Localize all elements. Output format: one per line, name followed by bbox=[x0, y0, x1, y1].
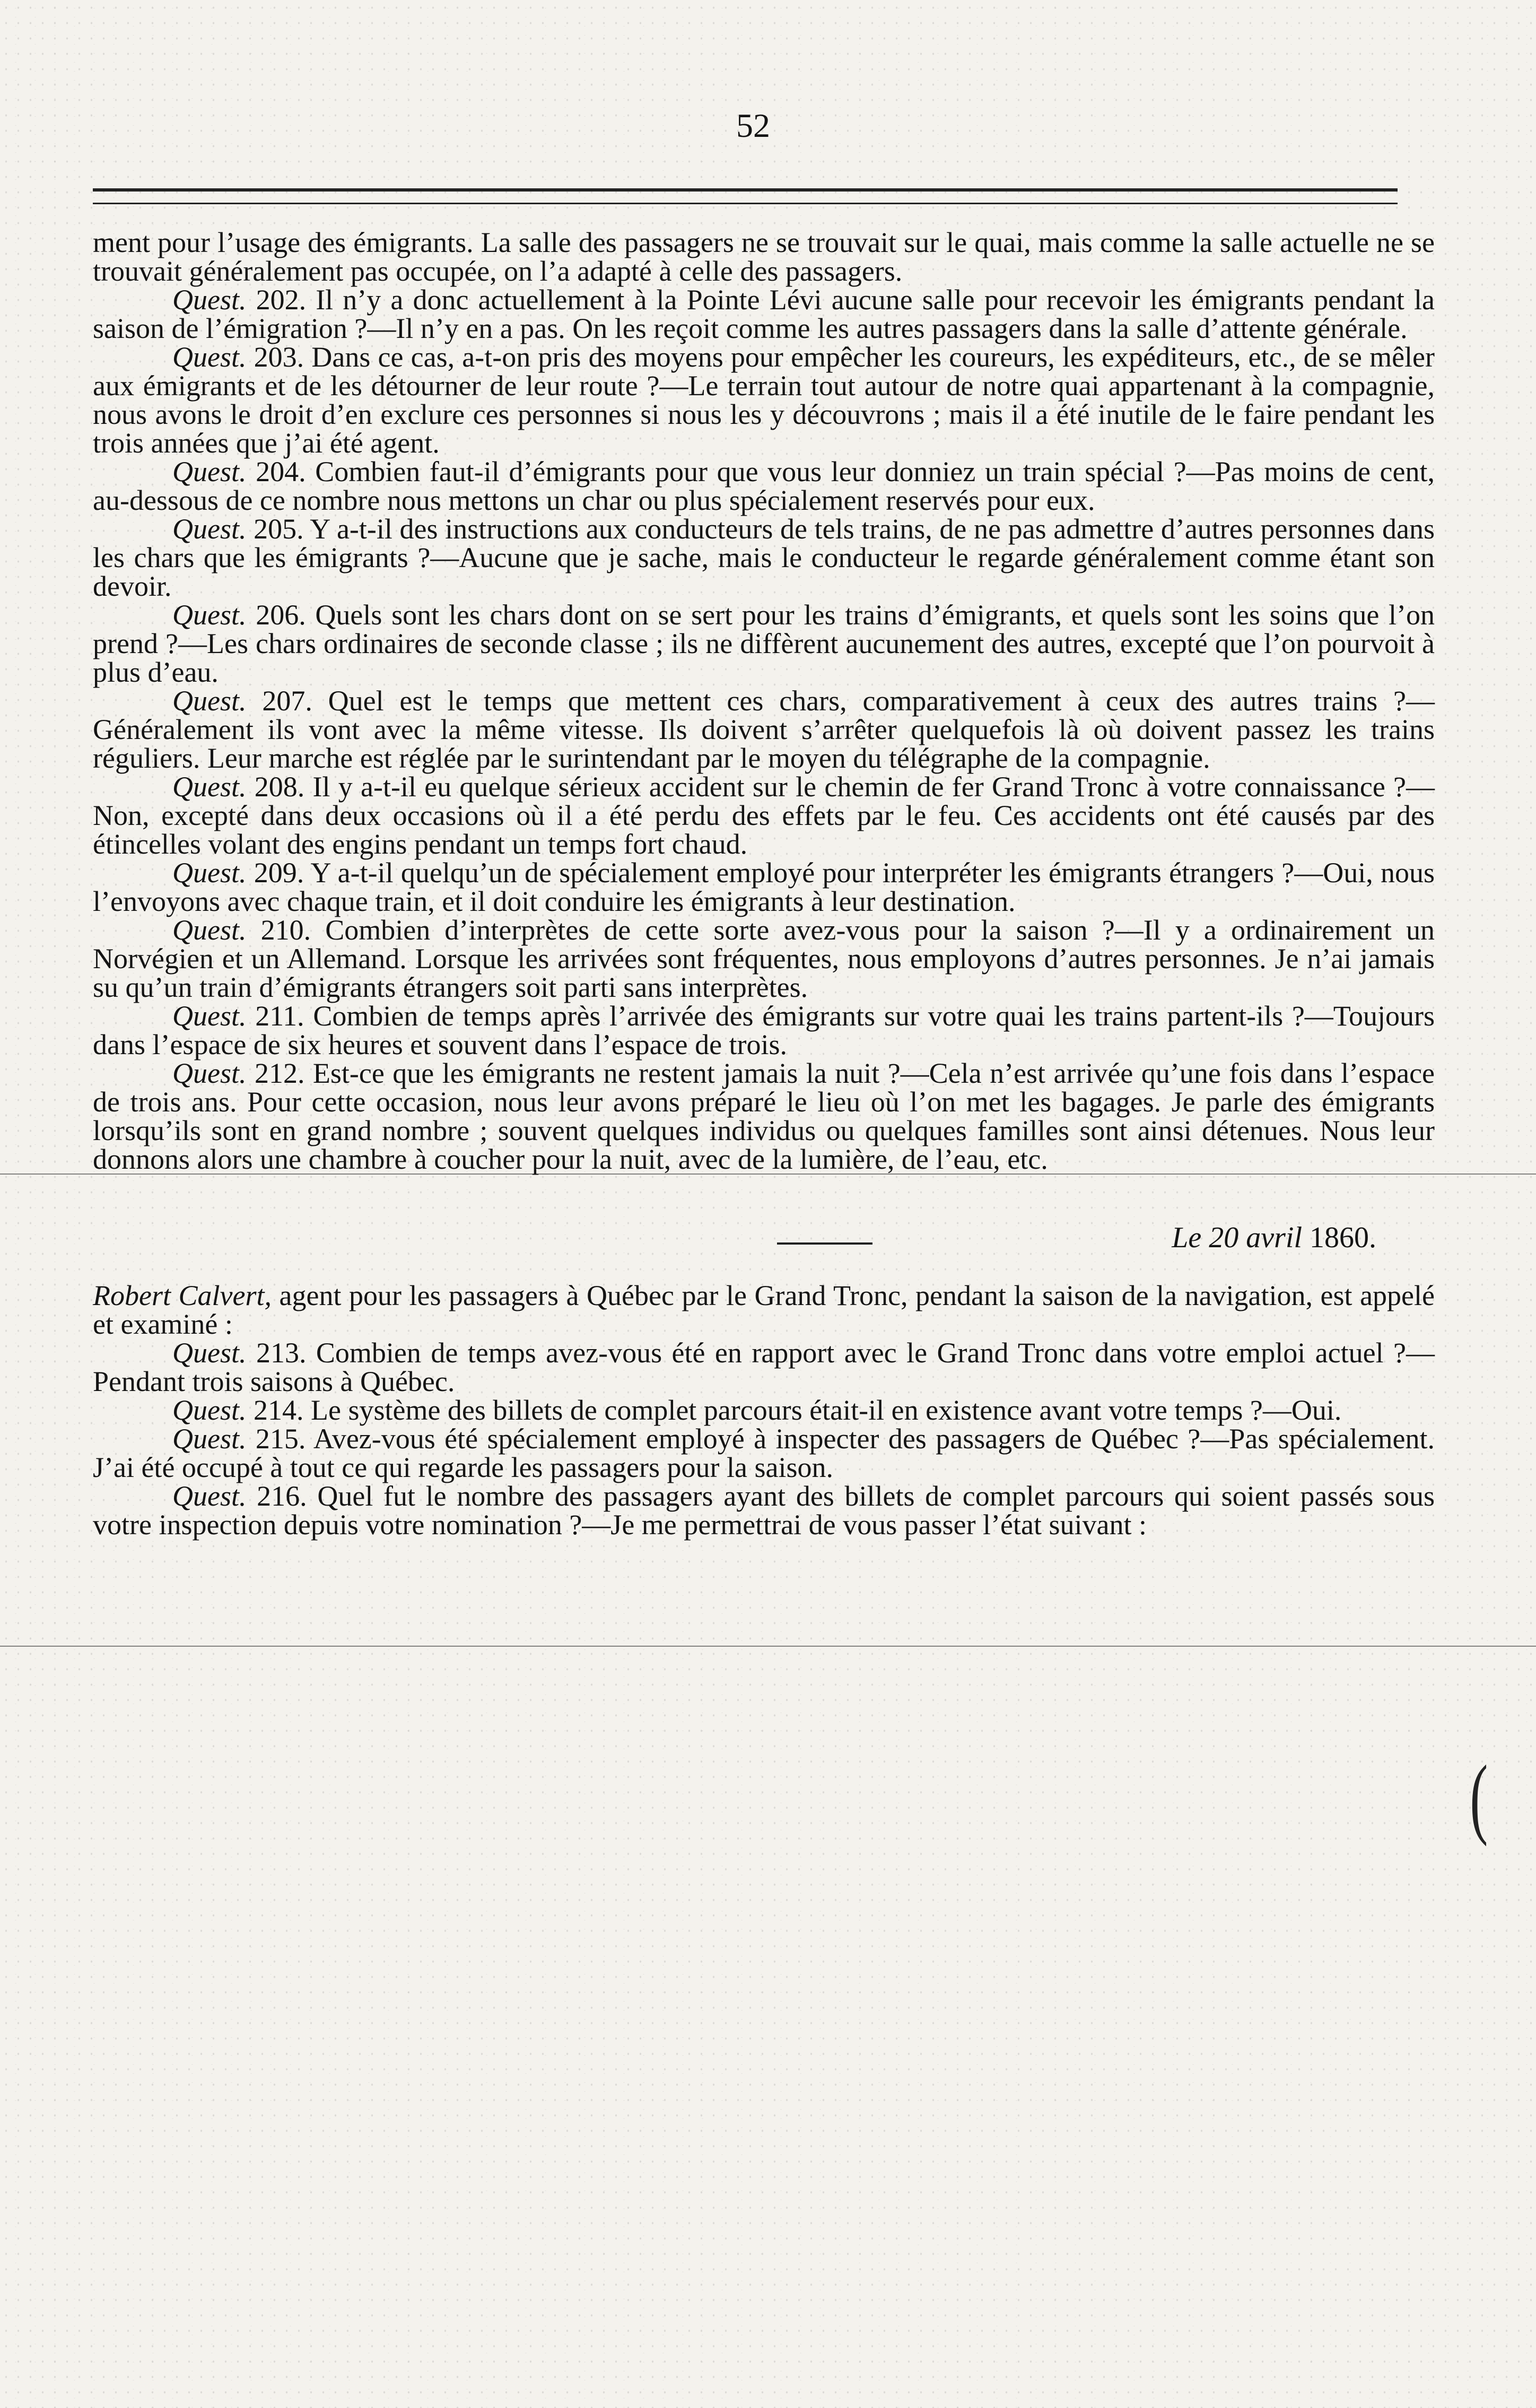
page-number: 52 bbox=[736, 107, 770, 144]
question-list-2 bbox=[93, 1338, 1435, 1539]
question-paragraph bbox=[93, 1482, 1435, 1539]
question-number: 204. bbox=[256, 456, 306, 488]
witness-intro-text: agent pour les passagers à Québec par le Grand Tronc, pendant la saison de la navigation, est appelé et examiné : bbox=[93, 1280, 1435, 1340]
question-label: Quest. bbox=[172, 513, 247, 545]
question-paragraph bbox=[93, 858, 1435, 916]
question-text: Avez-vous été spécialement employé à inspecter des passagers de Québec ?—Pas spécialement. J’ai été occupé à tout ce qui regarde les passagers pour la saison. bbox=[93, 1423, 1435, 1483]
date-prefix: Le 20 avril bbox=[1172, 1221, 1302, 1254]
question-text: Combien de temps après l’arrivée des émigrants sur votre quai les trains partent-ils ?—Toujours dans l’espace de six heures et souvent dans l’espace de trois. bbox=[93, 1000, 1435, 1060]
scan-line bbox=[0, 1646, 1536, 1647]
date-year: 1860. bbox=[1310, 1221, 1376, 1254]
question-paragraph bbox=[93, 343, 1435, 457]
question-text: Combien de temps avez-vous été en rapport avec le Grand Tronc dans votre emploi actuel ?—Pendant trois saisons à Québec. bbox=[93, 1337, 1435, 1397]
question-label: Quest. bbox=[172, 1480, 247, 1512]
question-text: Il y a-t-il eu quelque sérieux accident sur le chemin de fer Grand Tronc à votre connaissance ?—Non, excepté dans deux occasions où il a été perdu des effets par le feu. Ces accidents ont été causés par des étincelles volant des engins pendant un temps fort chaud. bbox=[93, 771, 1435, 860]
question-text: Y a-t-il quelqu’un de spécialement employé pour interpréter les émigrants étrangers ?—Oui, nous l’envoyons avec chaque train, et il doit conduire les émigrants à leur destination. bbox=[93, 857, 1435, 917]
margin-brace-mark: ( bbox=[1470, 1747, 1488, 1847]
question-label: Quest. bbox=[172, 857, 247, 889]
question-text: Quel est le temps que mettent ces chars, comparativement à ceux des autres trains ?—Généralement ils vont avec la même vitesse. Ils doivent s’arrêter quelquefois là où doivent passez les trains réguliers. Leur marche est réglée par le surintendant par le moyen du télégraphe de la compagnie. bbox=[93, 685, 1435, 774]
question-number: 206. bbox=[256, 599, 306, 631]
question-list bbox=[93, 285, 1435, 1173]
question-text: Combien d’interprètes de cette sorte avez-vous pour la saison ?—Il y a ordinairement un Norvégien et un Allemand. Lorsque les arrivées sont fréquentes, nous employons d’autres personnes. Je n’ai jamais su qu’un train d’émigrants étrangers soit parti sans interprètes. bbox=[93, 914, 1435, 1003]
witness-name: Robert Calvert, bbox=[93, 1280, 272, 1311]
date-line bbox=[93, 1223, 1376, 1252]
question-paragraph bbox=[93, 515, 1435, 601]
question-number: 210. bbox=[260, 914, 311, 946]
question-text: Est-ce que les émigrants ne restent jamais la nuit ?—Cela n’est arrivée qu’une fois dans l’espace de trois ans. Pour cette occasion, nous leur avons préparé le lieu où l’on met les bagages. Je parle des émigrants lorsqu’ils sont en grand nombre ; souvent quelques individus ou quelques familles sont ainsi détenues. Nous leur donnons alors une chambre à coucher pour la nuit, avec de la lumière, de l’eau, etc. bbox=[93, 1057, 1435, 1175]
body-text bbox=[93, 228, 1435, 1539]
question-paragraph bbox=[93, 1059, 1435, 1173]
question-number: 208. bbox=[254, 771, 305, 803]
question-label: Quest. bbox=[172, 341, 247, 373]
question-paragraph bbox=[93, 686, 1435, 772]
question-text: Quels sont les chars dont on se sert pour les trains d’émigrants, et quels sont les soins que l’on prend ?—Les chars ordinaires de seconde classe ; ils ne diffèrent aucunement des autres, excepté que l’on pourvoit à plus d’eau. bbox=[93, 599, 1435, 688]
question-number: 209. bbox=[254, 857, 304, 889]
question-number: 214. bbox=[253, 1394, 304, 1426]
question-number: 215. bbox=[255, 1423, 306, 1455]
question-label: Quest. bbox=[172, 1394, 247, 1426]
question-paragraph bbox=[93, 916, 1435, 1002]
question-number: 212. bbox=[254, 1057, 305, 1089]
question-label: Quest. bbox=[172, 914, 247, 946]
question-label: Quest. bbox=[172, 771, 247, 803]
question-number: 205. bbox=[254, 513, 304, 545]
question-paragraph bbox=[93, 285, 1435, 343]
question-label: Quest. bbox=[172, 284, 247, 316]
question-number: 213. bbox=[256, 1337, 307, 1369]
opening-paragraph: ment pour l’usage des émigrants. La salle des passagers ne se trouvait sur le quai, mais comme la salle actuelle ne se trouvait généralement pas occupée, on l’a adapté à celle des passagers. bbox=[93, 227, 1435, 287]
question-paragraph bbox=[93, 457, 1435, 515]
question-label: Quest. bbox=[172, 456, 247, 488]
question-label: Quest. bbox=[172, 1057, 247, 1089]
question-number: 202. bbox=[256, 284, 307, 316]
question-text: Quel fut le nombre des passagers ayant des billets de complet parcours qui soient passés sous votre inspection depuis votre nomination ?—Je me permettrai de vous passer l’état suivant : bbox=[93, 1480, 1435, 1541]
header-rule bbox=[93, 188, 1398, 192]
question-label: Quest. bbox=[172, 685, 247, 717]
question-text: Combien faut-il d’émigrants pour que vous leur donniez un train spécial ?—Pas moins de cent, au-dessous de ce nombre nous mettons un char ou plus spécialement reservés pour eux. bbox=[93, 456, 1435, 516]
question-number: 216. bbox=[257, 1480, 307, 1512]
question-text: Dans ce cas, a-t-on pris des moyens pour empêcher les coureurs, les expéditeurs, etc., de se mêler aux émigrants et de les détourner de leur route ?—Le terrain tout autour de notre quai appartenant à la compagnie, nous avons le droit d’en exclure ces personnes si nous les y découvrons ; mais il a été inutile de le faire pendant les trois années que j’ai été agent. bbox=[93, 341, 1435, 459]
question-paragraph bbox=[93, 1338, 1435, 1396]
question-label: Quest. bbox=[172, 1000, 247, 1032]
header-rule-thin bbox=[93, 203, 1398, 204]
question-paragraph bbox=[93, 1002, 1435, 1059]
question-text: Le système des billets de complet parcours était-il en existence avant votre temps ?—Oui. bbox=[310, 1394, 1342, 1426]
question-paragraph bbox=[93, 772, 1435, 858]
question-paragraph bbox=[93, 601, 1435, 686]
witness-intro bbox=[93, 1281, 1435, 1338]
question-text: Il n’y a donc actuellement à la Pointe Lévi aucune salle pour recevoir les émigrants pendant la saison de l’émigration ?—Il n’y en a pas. On les reçoit comme les autres passagers dans la salle d’attente générale. bbox=[93, 284, 1435, 344]
question-label: Quest. bbox=[172, 599, 247, 631]
question-paragraph bbox=[93, 1396, 1435, 1424]
question-number: 207. bbox=[262, 685, 312, 717]
question-number: 203. bbox=[254, 341, 304, 373]
question-number: 211. bbox=[255, 1000, 304, 1032]
question-label: Quest. bbox=[172, 1337, 247, 1369]
question-text: Y a-t-il des instructions aux conducteurs de tels trains, de ne pas admettre d’autres personnes dans les chars que les émigrants ?—Aucune que je sache, mais le conducteur le regarde généralement comme étant son devoir. bbox=[93, 513, 1435, 602]
question-label: Quest. bbox=[172, 1423, 247, 1455]
question-paragraph bbox=[93, 1424, 1435, 1482]
